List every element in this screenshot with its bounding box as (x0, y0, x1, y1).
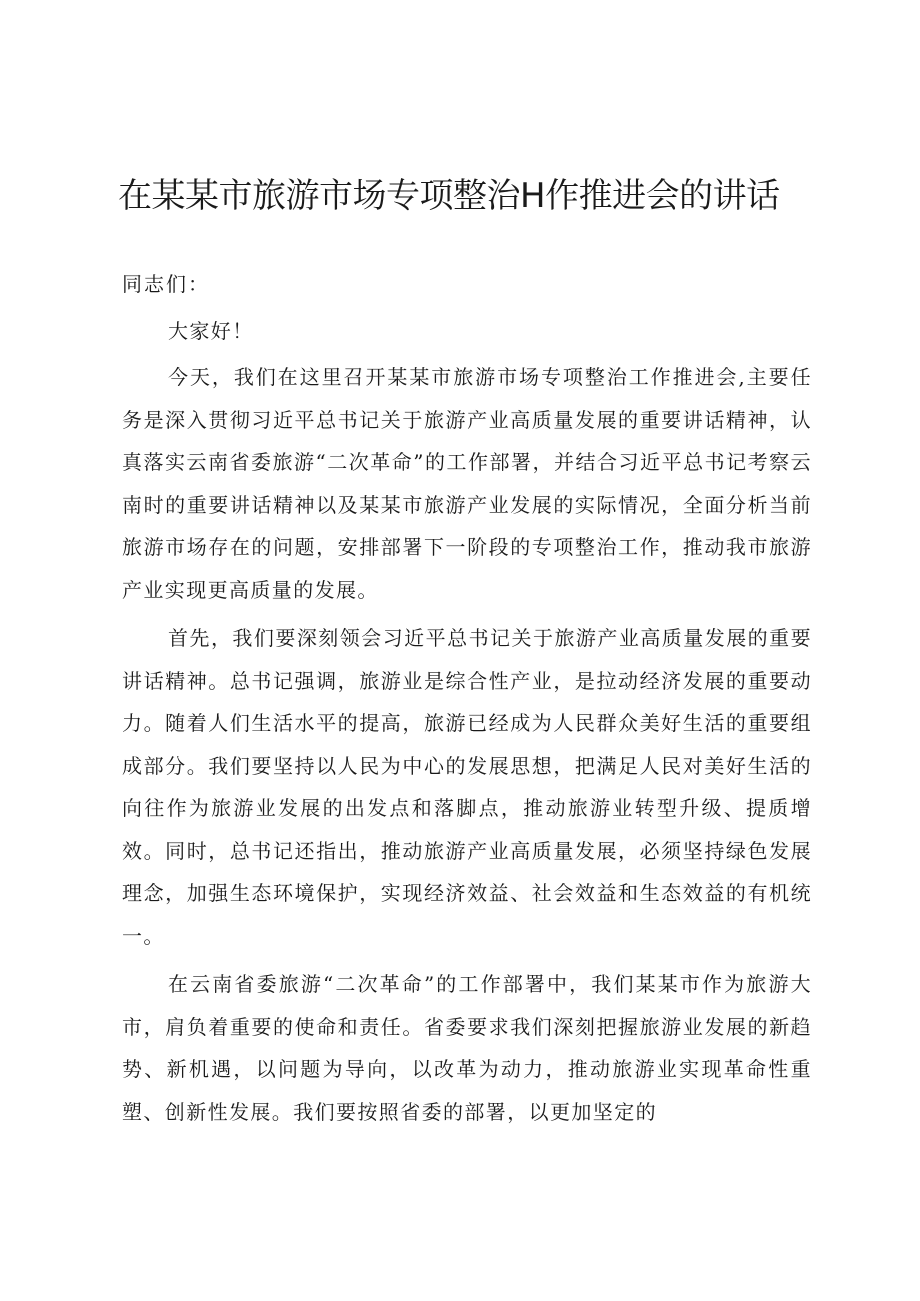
salutation: 同志们： (122, 272, 210, 296)
paragraph-1: 今天，我们在这里召开某某市旅游市场专项整治工作推进会,主要任务是深入贯彻习近平总书记关于旅游产业高质量发展的重要讲话精神，认真落实云南省委旅游“二次革命”的工作部署，并结合习近平总书记考察云南时的重要讲话精神以及某某市旅游产业发展的实际情况，全面分析当前旅游市场存在的问题，安排部署下一阶段的专项整治工作，推动我市旅游产业实现更高质量的发展。 (122, 365, 812, 602)
greeting: 大家好！ (168, 318, 254, 343)
document-title: 在某某市旅游市场专项整治H作推进会的讲话 (118, 176, 780, 216)
paragraph-2: 首先，我们要深刻领会习近平总书记关于旅游产业高质量发展的重要讲话精神。总书记强调，旅游业是综合性产业，是拉动经济发展的重要动力。随着人们生活水平的提高，旅游已经成为人民群众美好生活的重要组成部分。我们要坚持以人民为中心的发展思想，把满足人民对美好生活的向往作为旅游业发展的出发点和落脚点，推动旅游业转型升级、提质增效。同时，总书记还指出，推动旅游产业高质量发展，必须坚持绿色发展理念，加强生态环境保护，实现经济效益、社会效益和生态效益的有机统一。 (122, 626, 812, 948)
paragraph-3: 在云南省委旅游“二次革命”的工作部署中，我们某某市作为旅游大市，肩负着重要的使命和责任。省委要求我们深刻把握旅游业发展的新趋势、新机遇，以问题为导向，以改革为动力，推动旅游业实现革命性重塑、创新性发展。我们要按照省委的部署，以更加坚定的 (122, 972, 812, 1124)
document-body (122, 263, 812, 1133)
